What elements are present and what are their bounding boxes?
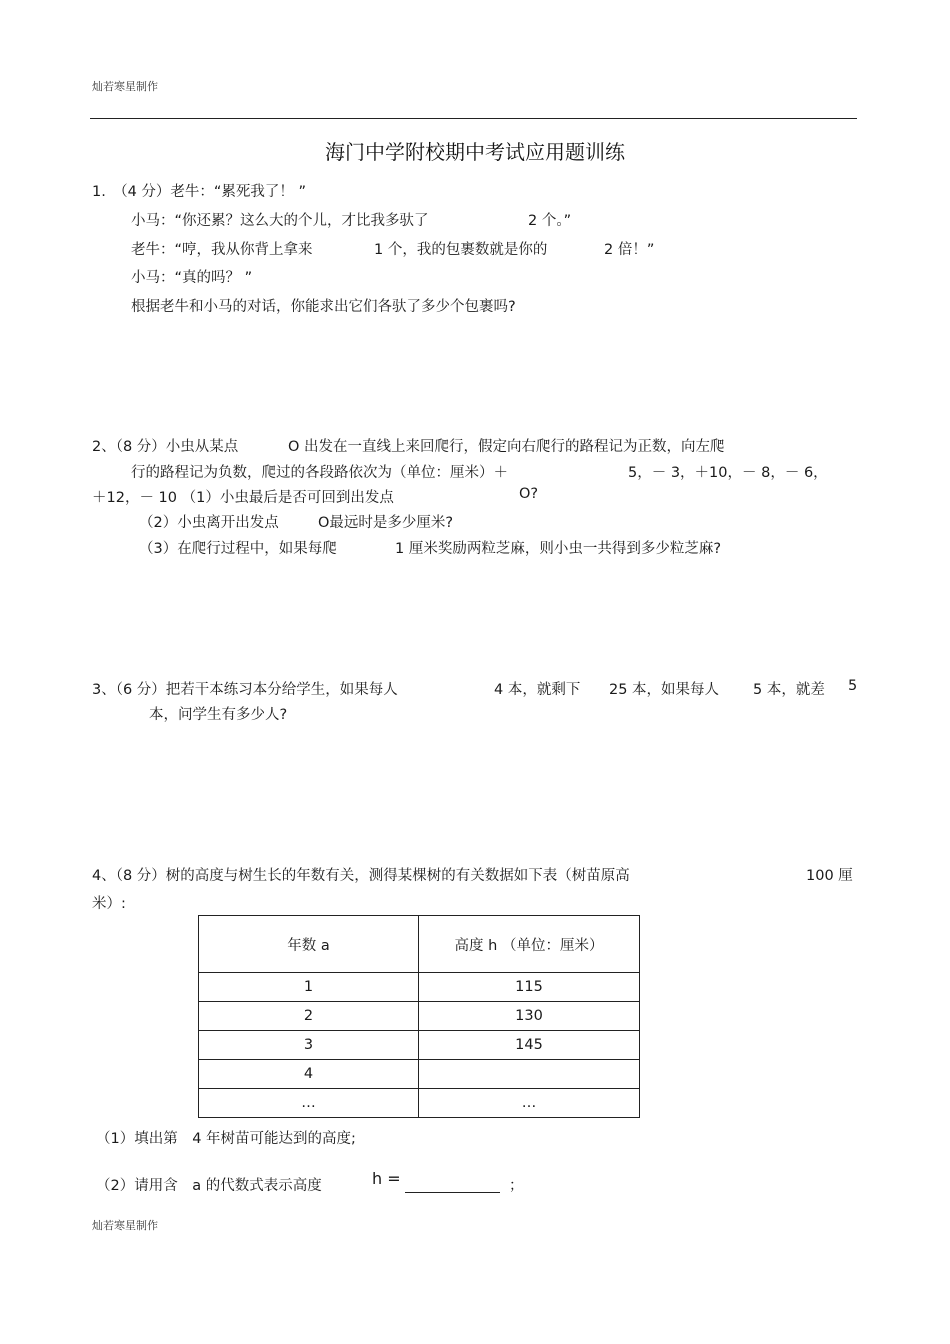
q1-line-1: 1. （4 分）老牛：“累死我了！ ” [92,184,307,200]
page-header: 灿若寒星制作 [92,80,158,93]
table-cell-year: 2 [199,1002,419,1031]
table-header-row [199,916,640,973]
q2-line-1a: 2、（8 分）小虫从某点 [92,439,239,455]
header-divider [90,118,857,119]
q4-sub-2b: h = [372,1169,401,1188]
tree-height-table [198,915,640,1118]
q2-line-2a: 行的路程记为负数，爬过的各段路依次为（单位：厘米）＋ [131,465,508,481]
table-row [199,1031,640,1060]
page-title: 海门中学附校期中考试应用题训练 [325,140,625,164]
q2-line-4a: （2）小虫离开出发点 [139,515,279,531]
q2-line-5a: （3）在爬行过程中，如果每爬 [139,541,337,557]
q4-line-1a: 4、（8 分）树的高度与树生长的年数有关，测得某棵树的有关数据如下表（树苗原高 [92,868,630,884]
page-footer: 灿若寒星制作 [92,1219,158,1232]
q2-line-3b: O? [519,486,539,502]
table-row [199,1089,640,1118]
table-cell-height: 130 [419,1002,640,1031]
q1-line-3b: 1 个，我的包裹数就是你的 [374,242,548,258]
q3-line-1c: 25 本，如果每人 [609,682,720,698]
q1-line-3a: 老牛：“哼，我从你背上拿来 [131,242,313,258]
q1-line-3c: 2 倍！” [604,242,655,258]
q4-sub-1: （1）填出第 4 年树苗可能达到的高度; [96,1131,356,1147]
q1-line-4: 小马：“真的吗？ ” [131,270,253,286]
table-header-year: 年数 a [199,916,419,973]
q3-line-1b: 4 本，就剩下 [494,682,581,698]
q4-line-2: 米）: [92,896,126,912]
table-cell-year: 3 [199,1031,419,1060]
table-cell-year: 1 [199,973,419,1002]
q2-line-2b: 5，－ 3，＋10，－ 8，－ 6， [628,465,828,481]
q3-line-1a: 3、（6 分）把若干本练习本分给学生，如果每人 [92,682,398,698]
table-cell-height: … [419,1089,640,1118]
q4-line-1b: 100 厘 [806,868,853,884]
q3-line-1e: 5 [848,678,858,694]
table-row [199,973,640,1002]
q2-line-1b: O 出发在一直线上来回爬行，假定向右爬行的路程记为正数，向左爬 [288,439,725,455]
q1-line-2b: 2 个。” [528,213,572,229]
answer-blank[interactable] [405,1176,500,1195]
table-cell-year: 4 [199,1060,419,1089]
q4-sub-2a: （2）请用含 a 的代数式表示高度 [96,1178,322,1194]
table-row [199,1002,640,1031]
table-cell-height [419,1060,640,1089]
q2-line-5b: 1 厘米奖励两粒芝麻，则小虫一共得到多少粒芝麻? [395,541,722,557]
q2-line-4b: O最远时是多少厘米? [318,515,454,531]
table-cell-height: 145 [419,1031,640,1060]
q3-line-1d: 5 本，就差 [753,682,825,698]
table-cell-height: 115 [419,973,640,1002]
table-row [199,1060,640,1089]
q2-line-3a: ＋12，－ 10 （1）小虫最后是否可回到出发点 [92,490,394,506]
q3-line-2: 本，问学生有多少人? [149,707,288,723]
q4-sub-2c: ； [509,1178,524,1194]
q1-line-5: 根据老牛和小马的对话，你能求出它们各驮了多少个包裹吗? [131,299,516,315]
q1-line-2a: 小马：“你还累？这么大的个儿，才比我多驮了 [131,213,429,229]
table-header-height: 高度 h （单位：厘米） [419,916,640,973]
table-cell-year: … [199,1089,419,1118]
